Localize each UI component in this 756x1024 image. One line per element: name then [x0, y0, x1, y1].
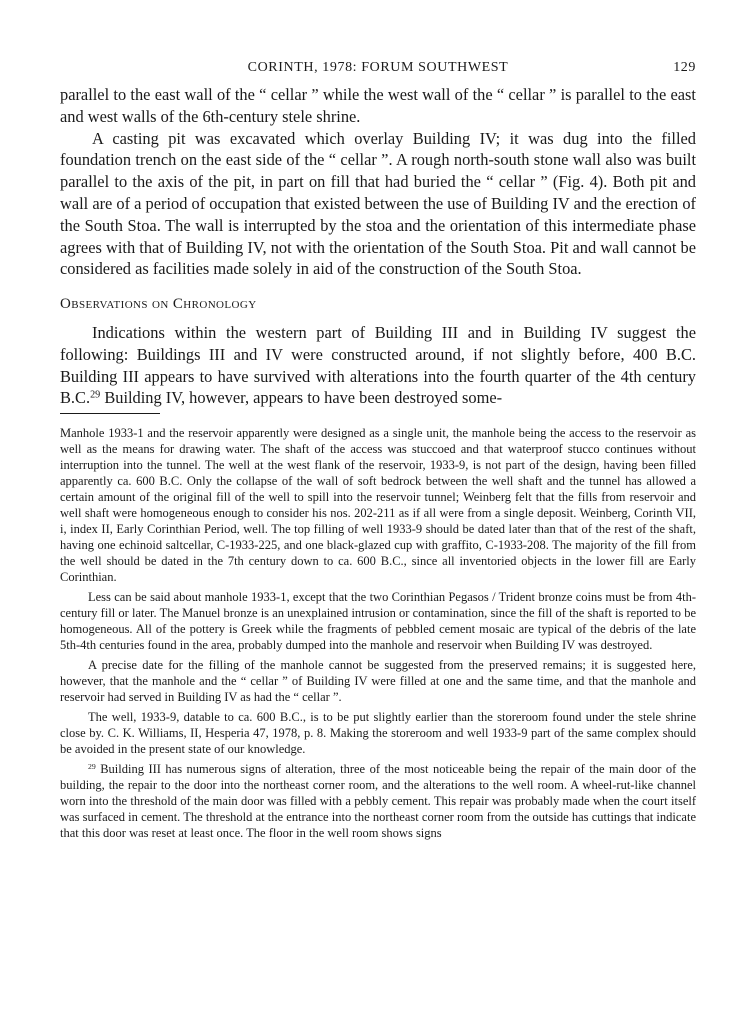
running-head [60, 60, 696, 84]
chronology-text-b: Building IV, however, appears to have been destroyed some- [100, 388, 503, 408]
section-heading: Observations on Chronology [60, 296, 257, 313]
chronology-text-a: Indications within the western part of Building III and in Building IV suggest the following: Buildings III and IV were constructed around, if not slightly before, 400 B.C. Building III appears to have survived with alterations into the fourth quarter of the 4th century B.C. [60, 322, 696, 408]
body-text [60, 84, 696, 409]
footnote-29 [60, 761, 696, 841]
footnote-filling-date: A precise date for the filling of the manhole cannot be suggested from the preserved remains; it is suggested here, however, that the manhole and the “ cellar ” of Building IV were filled at one and the same time, and that the manhole and reservoir had served in Building IV as had the “ cellar ”. [60, 658, 696, 705]
running-head-title: CORINTH, 1978: FORUM SOUTHWEST [247, 60, 509, 75]
paragraph-casting-pit: A casting pit was excavated which overlay Building IV; it was dug into the filled foundation trench on the east side of the “ cellar ”. A rough north-south stone wall also was built parallel to the axis of the pit, in part on fill that had buried the “ cellar ” (Fig. 4). Both pit and wall are of a period of occupation that existed between the use of Building IV and the erection of the South Stoa. The wall is interrupted by the stoa and the orientation of this intermediate phase agrees with that of Building IV, not with the orientation of the South Stoa. Pit and wall cannot be considered as facilities made solely in aid of the construction of the South Stoa. [60, 128, 696, 279]
footnotes [60, 425, 696, 841]
footnote-ref-29: 29 [90, 389, 101, 401]
footnote-mark-29: 29 [88, 761, 96, 771]
footnote-well: The well, 1933-9, datable to ca. 600 B.C., is to be put slightly earlier than the storeroom found under the stele shrine close by. C. K. Williams, II, Hesperia 47, 1978, p. 8. Making the storeroom and well 1933-9 part of the same complex should be avoided in the present state of our knowledge. [60, 710, 696, 757]
page-number: 129 [673, 60, 696, 75]
footnote-manhole: Manhole 1933-1 and the reservoir apparently were designed as a single unit, the manhole being the access to the reservoir as well as the means for drawing water. The shaft of the access was stuccoed and that waterproof stucco continues without interruption into the tunnel. The well at the west flank of the reservoir, 1933-9, is not part of the design, having been filled apparently ca. 600 B.C. Only the collapse of the wall of soft bedrock between the well shaft and the tunnel has allowed a certain amount of the original fill of the well to spill into the reservoir tunnel; Weinberg felt that the fills from reservoir and well shaft were homogeneous enough to consider his nos. 202-211 as if all were from a single deposit. Weinberg, Corinth VII, i, index II, Early Corinthian Period, well. The top filling of well 1933-9 should be dated later than that of the rest of the shaft, having one echinoid saltcellar, C-1933-225, and one black-glazed cup with graffito, C-1933-208. The majority of the fill from the well should be dated in the 7th century down to ca. 600 B.C., since all inventoried objects in the lower fill are Early Corinthian. [60, 426, 696, 585]
footnote-rule [60, 413, 160, 414]
page [60, 60, 696, 845]
paragraph-chronology [60, 322, 696, 409]
paragraph-continued: parallel to the east wall of the “ cellar ” while the west wall of the “ cellar ” is parallel to the east and west walls of the 6th-century stele shrine. [60, 85, 696, 126]
footnote-manhole-dating: Less can be said about manhole 1933-1, except that the two Corinthian Pegasos / Trident bronze coins must be from 4th-century fill or later. The Manuel bronze is an unexplained intrusion or contamination, since the fill of the shaft is reported to be homogeneous. All of the pottery is Greek while the fragments of pebbled cement mosaic are typical of the debris of the late 5th-4th centuries found in the area, probably dumped into the manhole and reservoir when Building IV was destroyed. [60, 590, 696, 653]
footnote-29-text: Building III has numerous signs of alteration, three of the most noticeable being the repair of the main door of the building, the repair to the door into the northeast corner room, and the alterations to the well room. A wheel-rut-like channel worn into the threshold of the main door was filled with a pebbly cement. This repair was probably made when the court itself was surfaced in cement. The threshold at the entrance into the northeast corner room from the outside has cuttings that indicate that this door was reset at least once. The floor in the well room shows signs [60, 762, 696, 841]
